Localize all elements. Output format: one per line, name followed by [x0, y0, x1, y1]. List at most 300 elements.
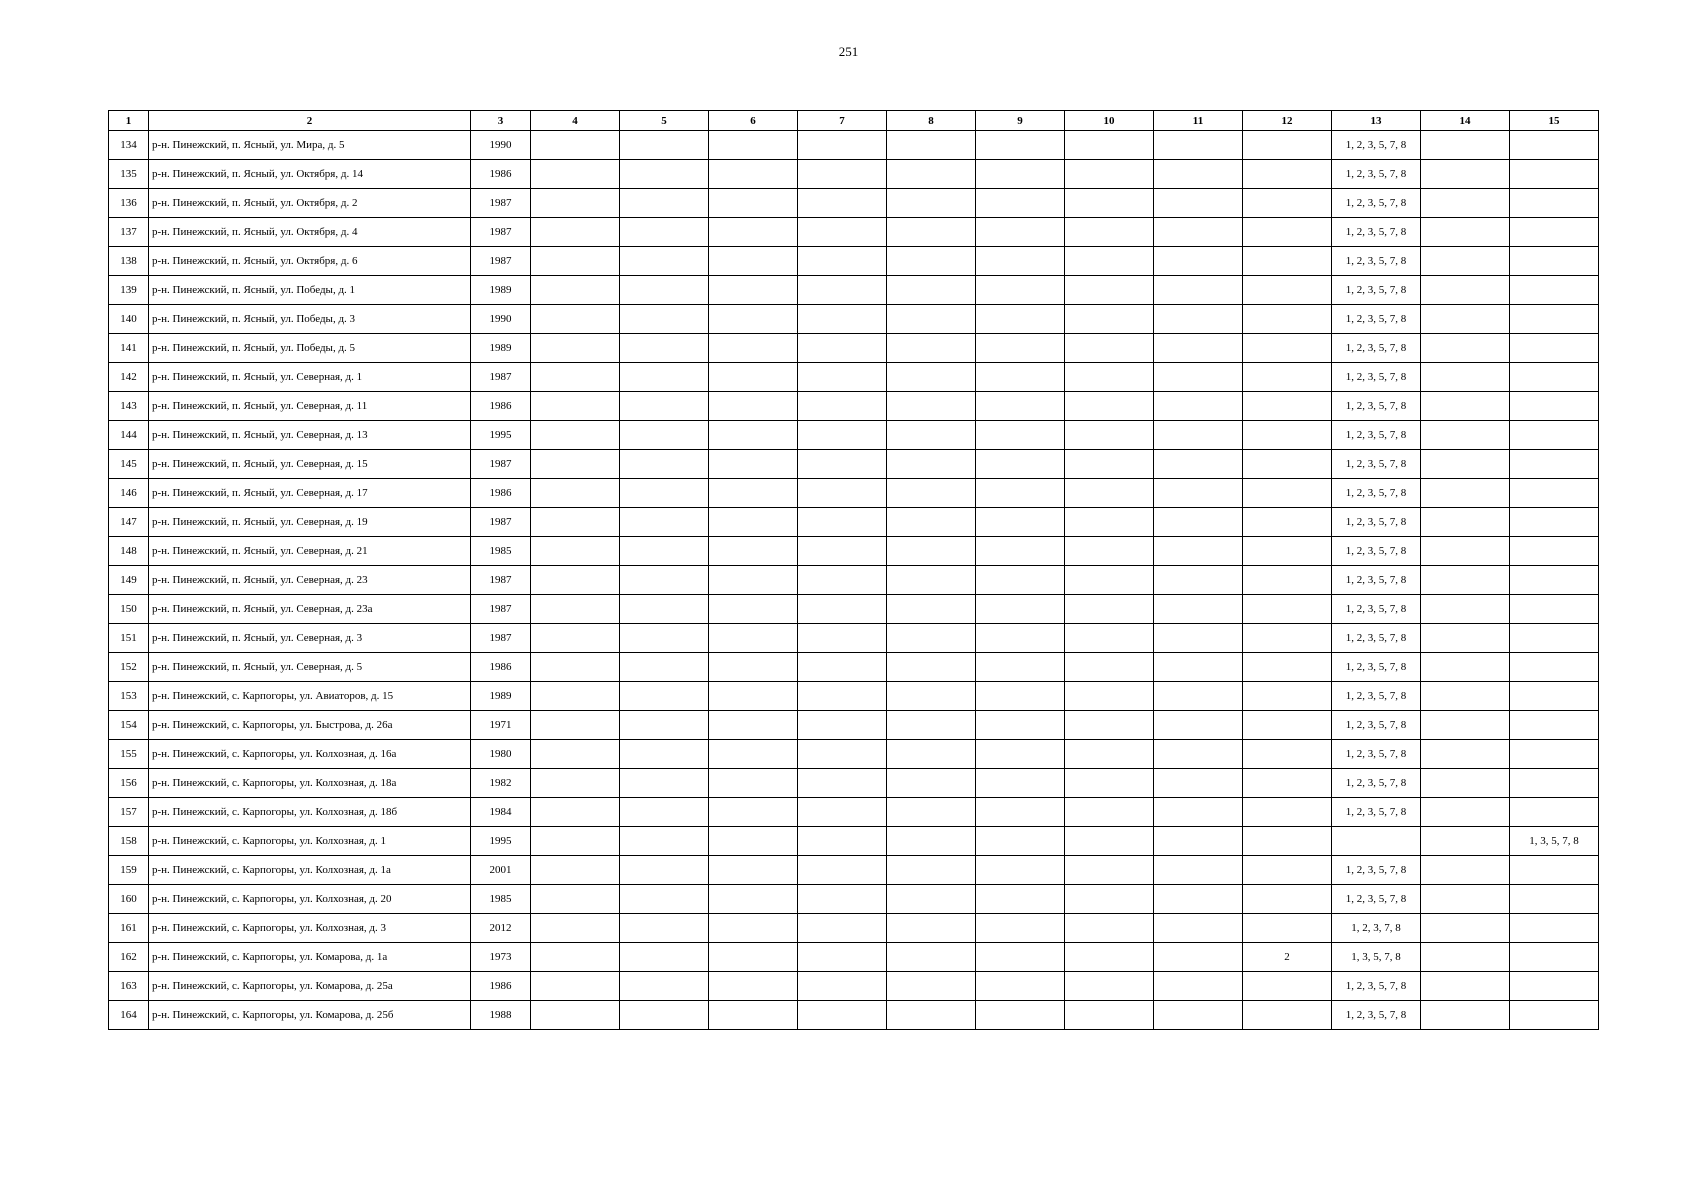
empty-cell	[709, 856, 798, 885]
empty-cell	[798, 334, 887, 363]
column-12-cell	[1243, 972, 1332, 1001]
empty-cell	[1154, 334, 1243, 363]
column-13-cell: 1, 2, 3, 5, 7, 8	[1332, 131, 1421, 160]
empty-cell	[1154, 566, 1243, 595]
empty-cell	[531, 450, 620, 479]
year-cell: 1986	[471, 160, 531, 189]
empty-cell	[798, 189, 887, 218]
address-cell: р-н. Пинежский, п. Ясный, ул. Северная, д. 11	[149, 392, 471, 421]
column-15-cell	[1510, 740, 1599, 769]
empty-cell	[798, 624, 887, 653]
empty-cell	[531, 653, 620, 682]
empty-cell	[887, 624, 976, 653]
table-row	[109, 1001, 1599, 1030]
empty-cell	[887, 856, 976, 885]
column-12-cell	[1243, 218, 1332, 247]
empty-cell	[1065, 131, 1154, 160]
column-15-cell	[1510, 595, 1599, 624]
column-13-cell: 1, 2, 3, 5, 7, 8	[1332, 276, 1421, 305]
year-cell: 1988	[471, 1001, 531, 1030]
empty-cell	[531, 566, 620, 595]
column-12-cell	[1243, 798, 1332, 827]
empty-cell	[620, 1001, 709, 1030]
empty-cell	[976, 160, 1065, 189]
table-row	[109, 131, 1599, 160]
empty-cell	[709, 798, 798, 827]
column-13-cell: 1, 2, 3, 5, 7, 8	[1332, 508, 1421, 537]
empty-cell	[1154, 189, 1243, 218]
column-13-cell: 1, 2, 3, 5, 7, 8	[1332, 595, 1421, 624]
empty-cell	[798, 276, 887, 305]
table-row	[109, 479, 1599, 508]
column-14-cell	[1421, 972, 1510, 1001]
empty-cell	[887, 189, 976, 218]
empty-cell	[709, 537, 798, 566]
address-cell: р-н. Пинежский, п. Ясный, ул. Победы, д. 3	[149, 305, 471, 334]
row-number-cell: 154	[109, 711, 149, 740]
empty-cell	[1154, 537, 1243, 566]
row-number-cell: 144	[109, 421, 149, 450]
empty-cell	[798, 305, 887, 334]
row-number-cell: 152	[109, 653, 149, 682]
empty-cell	[1154, 798, 1243, 827]
empty-cell	[798, 1001, 887, 1030]
table-row	[109, 769, 1599, 798]
table-row	[109, 421, 1599, 450]
column-12-cell	[1243, 827, 1332, 856]
empty-cell	[798, 363, 887, 392]
empty-cell	[620, 740, 709, 769]
empty-cell	[620, 595, 709, 624]
empty-cell	[1154, 363, 1243, 392]
empty-cell	[887, 827, 976, 856]
column-15-cell	[1510, 276, 1599, 305]
empty-cell	[798, 247, 887, 276]
column-14-cell	[1421, 798, 1510, 827]
empty-cell	[1065, 972, 1154, 1001]
empty-cell	[1065, 624, 1154, 653]
empty-cell	[976, 218, 1065, 247]
empty-cell	[531, 769, 620, 798]
column-12-cell	[1243, 276, 1332, 305]
empty-cell	[709, 479, 798, 508]
empty-cell	[531, 508, 620, 537]
empty-cell	[887, 595, 976, 624]
empty-cell	[709, 131, 798, 160]
empty-cell	[976, 682, 1065, 711]
column-header: 12	[1243, 111, 1332, 131]
column-15-cell	[1510, 421, 1599, 450]
address-cell: р-н. Пинежский, п. Ясный, ул. Северная, д. 23	[149, 566, 471, 595]
empty-cell	[531, 682, 620, 711]
empty-cell	[709, 711, 798, 740]
empty-cell	[531, 1001, 620, 1030]
address-cell: р-н. Пинежский, с. Карпогоры, ул. Колхозная, д. 18а	[149, 769, 471, 798]
column-14-cell	[1421, 566, 1510, 595]
empty-cell	[976, 537, 1065, 566]
row-number-cell: 160	[109, 885, 149, 914]
empty-cell	[976, 914, 1065, 943]
empty-cell	[798, 479, 887, 508]
column-15-cell	[1510, 1001, 1599, 1030]
address-cell: р-н. Пинежский, п. Ясный, ул. Северная, д. 19	[149, 508, 471, 537]
empty-cell	[709, 218, 798, 247]
empty-cell	[887, 218, 976, 247]
table-row	[109, 537, 1599, 566]
year-cell: 1985	[471, 537, 531, 566]
year-cell: 1985	[471, 885, 531, 914]
column-15-cell	[1510, 624, 1599, 653]
column-14-cell	[1421, 276, 1510, 305]
empty-cell	[1065, 160, 1154, 189]
column-13-cell: 1, 2, 3, 5, 7, 8	[1332, 682, 1421, 711]
column-12-cell	[1243, 566, 1332, 595]
table-row	[109, 740, 1599, 769]
empty-cell	[798, 827, 887, 856]
empty-cell	[620, 160, 709, 189]
column-13-cell: 1, 2, 3, 5, 7, 8	[1332, 479, 1421, 508]
empty-cell	[798, 711, 887, 740]
empty-cell	[709, 827, 798, 856]
empty-cell	[798, 131, 887, 160]
column-14-cell	[1421, 508, 1510, 537]
column-15-cell	[1510, 247, 1599, 276]
empty-cell	[620, 305, 709, 334]
empty-cell	[1154, 827, 1243, 856]
year-cell: 1987	[471, 247, 531, 276]
column-14-cell	[1421, 885, 1510, 914]
column-14-cell	[1421, 827, 1510, 856]
empty-cell	[531, 421, 620, 450]
column-15-cell: 1, 3, 5, 7, 8	[1510, 827, 1599, 856]
empty-cell	[1065, 363, 1154, 392]
empty-cell	[1065, 798, 1154, 827]
column-14-cell	[1421, 392, 1510, 421]
address-cell: р-н. Пинежский, с. Карпогоры, ул. Комарова, д. 1а	[149, 943, 471, 972]
empty-cell	[976, 479, 1065, 508]
empty-cell	[709, 653, 798, 682]
year-cell: 1987	[471, 508, 531, 537]
table-row	[109, 711, 1599, 740]
column-15-cell	[1510, 711, 1599, 740]
empty-cell	[887, 769, 976, 798]
address-cell: р-н. Пинежский, п. Ясный, ул. Северная, д. 5	[149, 653, 471, 682]
empty-cell	[531, 885, 620, 914]
empty-cell	[620, 247, 709, 276]
empty-cell	[709, 682, 798, 711]
column-header: 9	[976, 111, 1065, 131]
column-13-cell: 1, 3, 5, 7, 8	[1332, 943, 1421, 972]
column-14-cell	[1421, 914, 1510, 943]
empty-cell	[976, 856, 1065, 885]
row-number-cell: 148	[109, 537, 149, 566]
column-13-cell: 1, 2, 3, 5, 7, 8	[1332, 160, 1421, 189]
empty-cell	[1154, 131, 1243, 160]
empty-cell	[709, 392, 798, 421]
column-12-cell	[1243, 131, 1332, 160]
column-12-cell	[1243, 363, 1332, 392]
column-14-cell	[1421, 682, 1510, 711]
column-13-cell: 1, 2, 3, 5, 7, 8	[1332, 305, 1421, 334]
table-row	[109, 334, 1599, 363]
empty-cell	[887, 276, 976, 305]
column-12-cell	[1243, 479, 1332, 508]
empty-cell	[887, 653, 976, 682]
empty-cell	[1065, 218, 1154, 247]
column-header: 3	[471, 111, 531, 131]
empty-cell	[709, 276, 798, 305]
empty-cell	[620, 566, 709, 595]
column-14-cell	[1421, 363, 1510, 392]
column-15-cell	[1510, 566, 1599, 595]
empty-cell	[531, 160, 620, 189]
empty-cell	[887, 943, 976, 972]
empty-cell	[709, 450, 798, 479]
empty-cell	[1065, 566, 1154, 595]
year-cell: 1990	[471, 305, 531, 334]
empty-cell	[976, 827, 1065, 856]
empty-cell	[620, 711, 709, 740]
column-13-cell: 1, 2, 3, 5, 7, 8	[1332, 566, 1421, 595]
column-15-cell	[1510, 769, 1599, 798]
column-14-cell	[1421, 450, 1510, 479]
empty-cell	[887, 305, 976, 334]
column-14-cell	[1421, 856, 1510, 885]
empty-cell	[976, 653, 1065, 682]
empty-cell	[531, 392, 620, 421]
column-14-cell	[1421, 479, 1510, 508]
empty-cell	[976, 1001, 1065, 1030]
row-number-cell: 141	[109, 334, 149, 363]
table-row	[109, 682, 1599, 711]
year-cell: 1989	[471, 682, 531, 711]
year-cell: 1995	[471, 827, 531, 856]
empty-cell	[531, 595, 620, 624]
column-13-cell: 1, 2, 3, 5, 7, 8	[1332, 653, 1421, 682]
column-13-cell: 1, 2, 3, 5, 7, 8	[1332, 885, 1421, 914]
table-row	[109, 305, 1599, 334]
empty-cell	[1154, 740, 1243, 769]
year-cell: 1986	[471, 653, 531, 682]
row-number-cell: 153	[109, 682, 149, 711]
column-14-cell	[1421, 653, 1510, 682]
empty-cell	[1154, 595, 1243, 624]
address-cell: р-н. Пинежский, с. Карпогоры, ул. Колхозная, д. 1	[149, 827, 471, 856]
empty-cell	[798, 218, 887, 247]
column-14-cell	[1421, 595, 1510, 624]
empty-cell	[1154, 914, 1243, 943]
address-cell: р-н. Пинежский, п. Ясный, ул. Северная, д. 3	[149, 624, 471, 653]
empty-cell	[1065, 740, 1154, 769]
column-12-cell	[1243, 160, 1332, 189]
year-cell: 1995	[471, 421, 531, 450]
address-cell: р-н. Пинежский, п. Ясный, ул. Победы, д. 5	[149, 334, 471, 363]
year-cell: 1984	[471, 798, 531, 827]
column-15-cell	[1510, 856, 1599, 885]
empty-cell	[798, 537, 887, 566]
column-13-cell: 1, 2, 3, 5, 7, 8	[1332, 856, 1421, 885]
empty-cell	[531, 711, 620, 740]
table-row	[109, 827, 1599, 856]
row-number-cell: 157	[109, 798, 149, 827]
row-number-cell: 156	[109, 769, 149, 798]
empty-cell	[531, 218, 620, 247]
table-row	[109, 218, 1599, 247]
empty-cell	[1065, 595, 1154, 624]
table-row	[109, 885, 1599, 914]
empty-cell	[620, 682, 709, 711]
empty-cell	[1154, 305, 1243, 334]
empty-cell	[531, 943, 620, 972]
empty-cell	[976, 189, 1065, 218]
empty-cell	[976, 769, 1065, 798]
empty-cell	[1154, 972, 1243, 1001]
empty-cell	[620, 885, 709, 914]
empty-cell	[976, 885, 1065, 914]
empty-cell	[976, 276, 1065, 305]
empty-cell	[1154, 247, 1243, 276]
column-15-cell	[1510, 334, 1599, 363]
column-13-cell: 1, 2, 3, 5, 7, 8	[1332, 769, 1421, 798]
column-15-cell	[1510, 885, 1599, 914]
empty-cell	[976, 624, 1065, 653]
column-12-cell	[1243, 856, 1332, 885]
table-row	[109, 247, 1599, 276]
empty-cell	[887, 885, 976, 914]
column-13-cell: 1, 2, 3, 5, 7, 8	[1332, 537, 1421, 566]
empty-cell	[620, 334, 709, 363]
table-row	[109, 943, 1599, 972]
empty-cell	[531, 827, 620, 856]
empty-cell	[709, 363, 798, 392]
empty-cell	[620, 624, 709, 653]
empty-cell	[798, 856, 887, 885]
column-14-cell	[1421, 711, 1510, 740]
address-cell: р-н. Пинежский, с. Карпогоры, ул. Колхозная, д. 3	[149, 914, 471, 943]
empty-cell	[798, 392, 887, 421]
empty-cell	[1065, 450, 1154, 479]
empty-cell	[798, 421, 887, 450]
empty-cell	[887, 1001, 976, 1030]
address-cell: р-н. Пинежский, с. Карпогоры, ул. Комарова, д. 25а	[149, 972, 471, 1001]
empty-cell	[976, 305, 1065, 334]
empty-cell	[531, 247, 620, 276]
empty-cell	[531, 856, 620, 885]
row-number-cell: 161	[109, 914, 149, 943]
empty-cell	[976, 972, 1065, 1001]
empty-cell	[798, 885, 887, 914]
column-12-cell	[1243, 508, 1332, 537]
table-row	[109, 914, 1599, 943]
empty-cell	[709, 421, 798, 450]
empty-cell	[531, 537, 620, 566]
empty-cell	[976, 247, 1065, 276]
data-table	[108, 110, 1599, 1030]
empty-cell	[709, 943, 798, 972]
address-cell: р-н. Пинежский, п. Ясный, ул. Октября, д. 6	[149, 247, 471, 276]
column-12-cell	[1243, 537, 1332, 566]
row-number-cell: 162	[109, 943, 149, 972]
empty-cell	[887, 131, 976, 160]
column-15-cell	[1510, 392, 1599, 421]
empty-cell	[1154, 711, 1243, 740]
empty-cell	[976, 740, 1065, 769]
column-12-cell	[1243, 885, 1332, 914]
empty-cell	[1065, 711, 1154, 740]
column-header: 4	[531, 111, 620, 131]
empty-cell	[1065, 421, 1154, 450]
column-13-cell: 1, 2, 3, 5, 7, 8	[1332, 624, 1421, 653]
empty-cell	[531, 798, 620, 827]
row-number-cell: 151	[109, 624, 149, 653]
table-row	[109, 160, 1599, 189]
address-cell: р-н. Пинежский, с. Карпогоры, ул. Комарова, д. 25б	[149, 1001, 471, 1030]
column-15-cell	[1510, 798, 1599, 827]
address-cell: р-н. Пинежский, с. Карпогоры, ул. Авиаторов, д. 15	[149, 682, 471, 711]
empty-cell	[887, 363, 976, 392]
address-cell: р-н. Пинежский, п. Ясный, ул. Северная, д. 23а	[149, 595, 471, 624]
column-12-cell	[1243, 189, 1332, 218]
column-13-cell	[1332, 827, 1421, 856]
empty-cell	[709, 769, 798, 798]
table-row	[109, 363, 1599, 392]
column-12-cell	[1243, 247, 1332, 276]
address-cell: р-н. Пинежский, п. Ясный, ул. Северная, д. 13	[149, 421, 471, 450]
year-cell: 1973	[471, 943, 531, 972]
empty-cell	[620, 537, 709, 566]
empty-cell	[1154, 450, 1243, 479]
column-12-cell	[1243, 421, 1332, 450]
empty-cell	[976, 363, 1065, 392]
empty-cell	[1154, 943, 1243, 972]
column-15-cell	[1510, 363, 1599, 392]
empty-cell	[531, 914, 620, 943]
empty-cell	[620, 479, 709, 508]
year-cell: 1987	[471, 189, 531, 218]
empty-cell	[620, 392, 709, 421]
row-number-cell: 137	[109, 218, 149, 247]
empty-cell	[1065, 392, 1154, 421]
column-13-cell: 1, 2, 3, 5, 7, 8	[1332, 392, 1421, 421]
empty-cell	[798, 943, 887, 972]
column-13-cell: 1, 2, 3, 5, 7, 8	[1332, 740, 1421, 769]
column-15-cell	[1510, 305, 1599, 334]
empty-cell	[1065, 537, 1154, 566]
empty-cell	[620, 653, 709, 682]
empty-cell	[976, 711, 1065, 740]
column-15-cell	[1510, 160, 1599, 189]
row-number-cell: 134	[109, 131, 149, 160]
address-cell: р-н. Пинежский, п. Ясный, ул. Победы, д. 1	[149, 276, 471, 305]
empty-cell	[976, 392, 1065, 421]
empty-cell	[1065, 276, 1154, 305]
empty-cell	[709, 914, 798, 943]
row-number-cell: 140	[109, 305, 149, 334]
column-header: 1	[109, 111, 149, 131]
empty-cell	[1154, 218, 1243, 247]
column-header: 15	[1510, 111, 1599, 131]
column-12-cell	[1243, 305, 1332, 334]
column-13-cell: 1, 2, 3, 5, 7, 8	[1332, 363, 1421, 392]
empty-cell	[887, 247, 976, 276]
table-row	[109, 624, 1599, 653]
row-number-cell: 150	[109, 595, 149, 624]
table-row	[109, 392, 1599, 421]
column-15-cell	[1510, 972, 1599, 1001]
empty-cell	[976, 421, 1065, 450]
column-header: 11	[1154, 111, 1243, 131]
year-cell: 1987	[471, 624, 531, 653]
